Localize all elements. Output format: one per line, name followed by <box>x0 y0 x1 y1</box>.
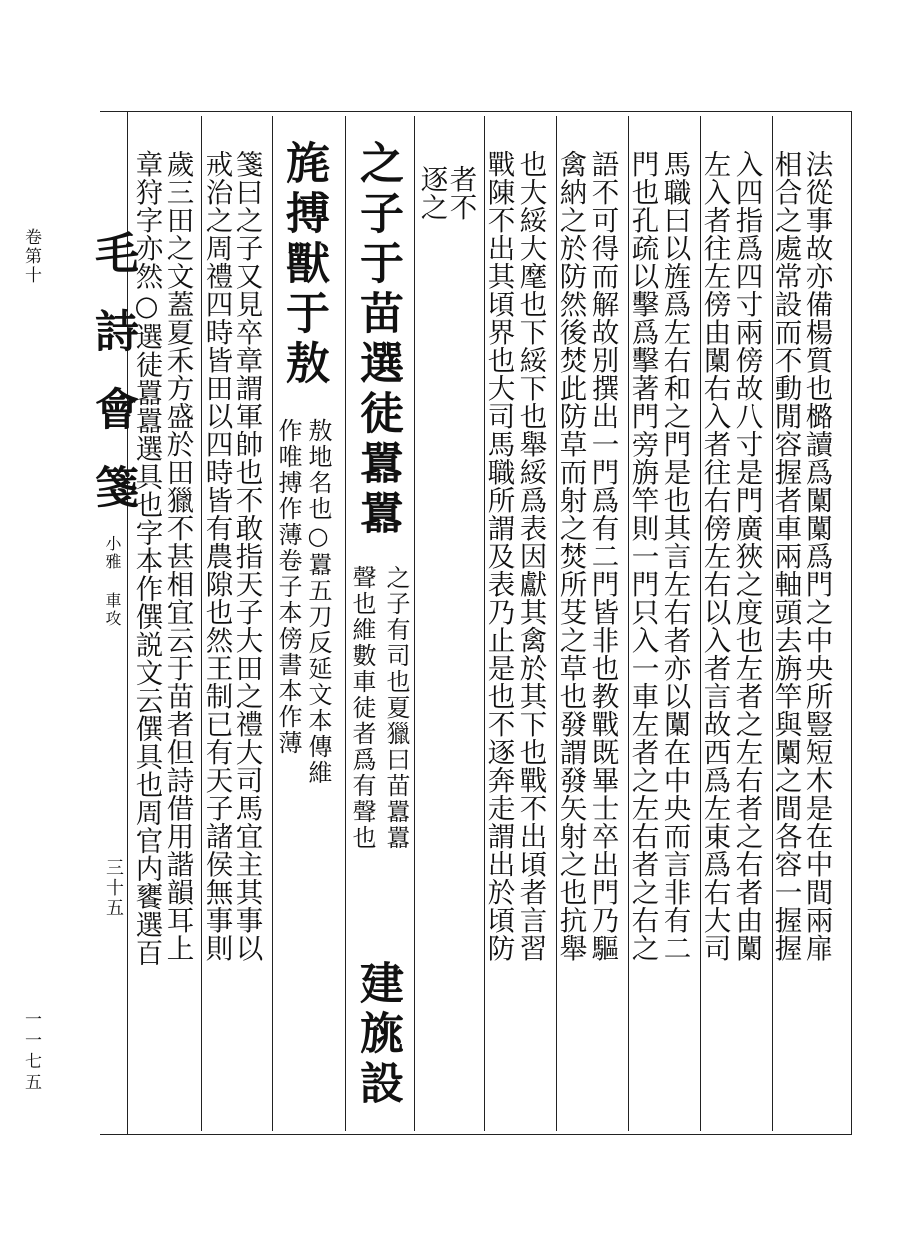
phonetic-note-b: 作唯搏作薄卷子本傍書本作薄 <box>274 418 302 756</box>
frame-top <box>100 111 852 112</box>
jian-column-2: 戒治之周禮四時皆田以四時皆有農隙也然王制已有天子諸侯無事則 <box>200 150 233 962</box>
mao-note-a: 之子有司也夏獵曰苗囂囂 <box>382 565 410 851</box>
jian-column-1: 箋曰之子又見卒章謂軍帥也不敢指天子大田之禮大司馬宜主其事以 <box>230 150 263 962</box>
commentary-column-3: 入四指爲四寸兩傍故八寸是門廣狹之度也左者之左右者之右者由闑 <box>730 150 763 962</box>
poem-line-3: 旄搏獸于敖 <box>278 140 329 390</box>
frame-bottom <box>100 1134 852 1135</box>
commentary-column-4: 左入者往左傍由闑右入者往右傍左右以入者言故西爲左東爲右大司 <box>698 150 731 962</box>
short-column-a: 者不 <box>444 165 477 221</box>
volume-label: 卷第十 <box>21 228 41 285</box>
column-rule <box>345 116 346 1131</box>
section-title: 小雅 車攻 <box>103 535 122 628</box>
commentary-column-10: 戰陳不出其頃界也大司馬職所謂及表乃止是也不逐奔走謂出於頃防 <box>482 150 515 962</box>
column-rule <box>272 116 273 1131</box>
poem-line-1: 之子于苗選徒囂囂 <box>352 140 403 540</box>
page-number: 一一七五 <box>21 1010 41 1094</box>
commentary-column-5: 馬職曰以旌爲左右和之門是也其言左右者亦以闑在中央而言非有二 <box>658 150 691 962</box>
jian-column-3: 歲三田之文蓋夏禾方盛於田獵不甚相宜云于苗者但詩借用諧韻耳上 <box>161 150 194 962</box>
commentary-column-8: 禽納之於防然後焚此防草而射之焚所芟之草也發謂發矢射之也抗舉 <box>554 150 587 962</box>
column-rule <box>414 116 415 1131</box>
poem-line-2: 建旐設 <box>352 960 403 1110</box>
book-title: 毛詩會箋 <box>87 230 138 542</box>
commentary-column-1: 法從事故亦備楊質也㯝讀爲闑闑爲門之中央所豎短木是在中間兩扉 <box>800 150 833 962</box>
short-column-b: 逐之 <box>415 165 448 221</box>
leaf-number: 三十五 <box>103 858 124 918</box>
commentary-column-9: 也大綏大麾也下綏下也舉綏爲表因獻其禽於其下也戰不出頃者言習 <box>514 150 547 962</box>
commentary-column-7: 語不可得而解故別撰出一門爲有二門皆非也教戰既畢士卒出門乃驅 <box>586 150 619 962</box>
commentary-column-6: 門也孔疏以擊爲擊著門旁旃竿則一門只入一車左者之左右者之右之 <box>626 150 659 962</box>
mao-note-b: 聲也維數車徒者爲有聲也 <box>348 565 376 851</box>
jian-column-4: 章狩字亦然○選徒囂囂選具也字本作僎説文云僎具也周官内饔選百 <box>130 150 163 967</box>
frame-right <box>851 111 852 1135</box>
commentary-column-2: 相合之處常設而不動閒容握者車兩軸頭去旃竿與闑之間各容一握握 <box>769 150 802 962</box>
phonetic-note-a: 敖地名也○囂五刀反延文本傳維 <box>304 418 332 786</box>
